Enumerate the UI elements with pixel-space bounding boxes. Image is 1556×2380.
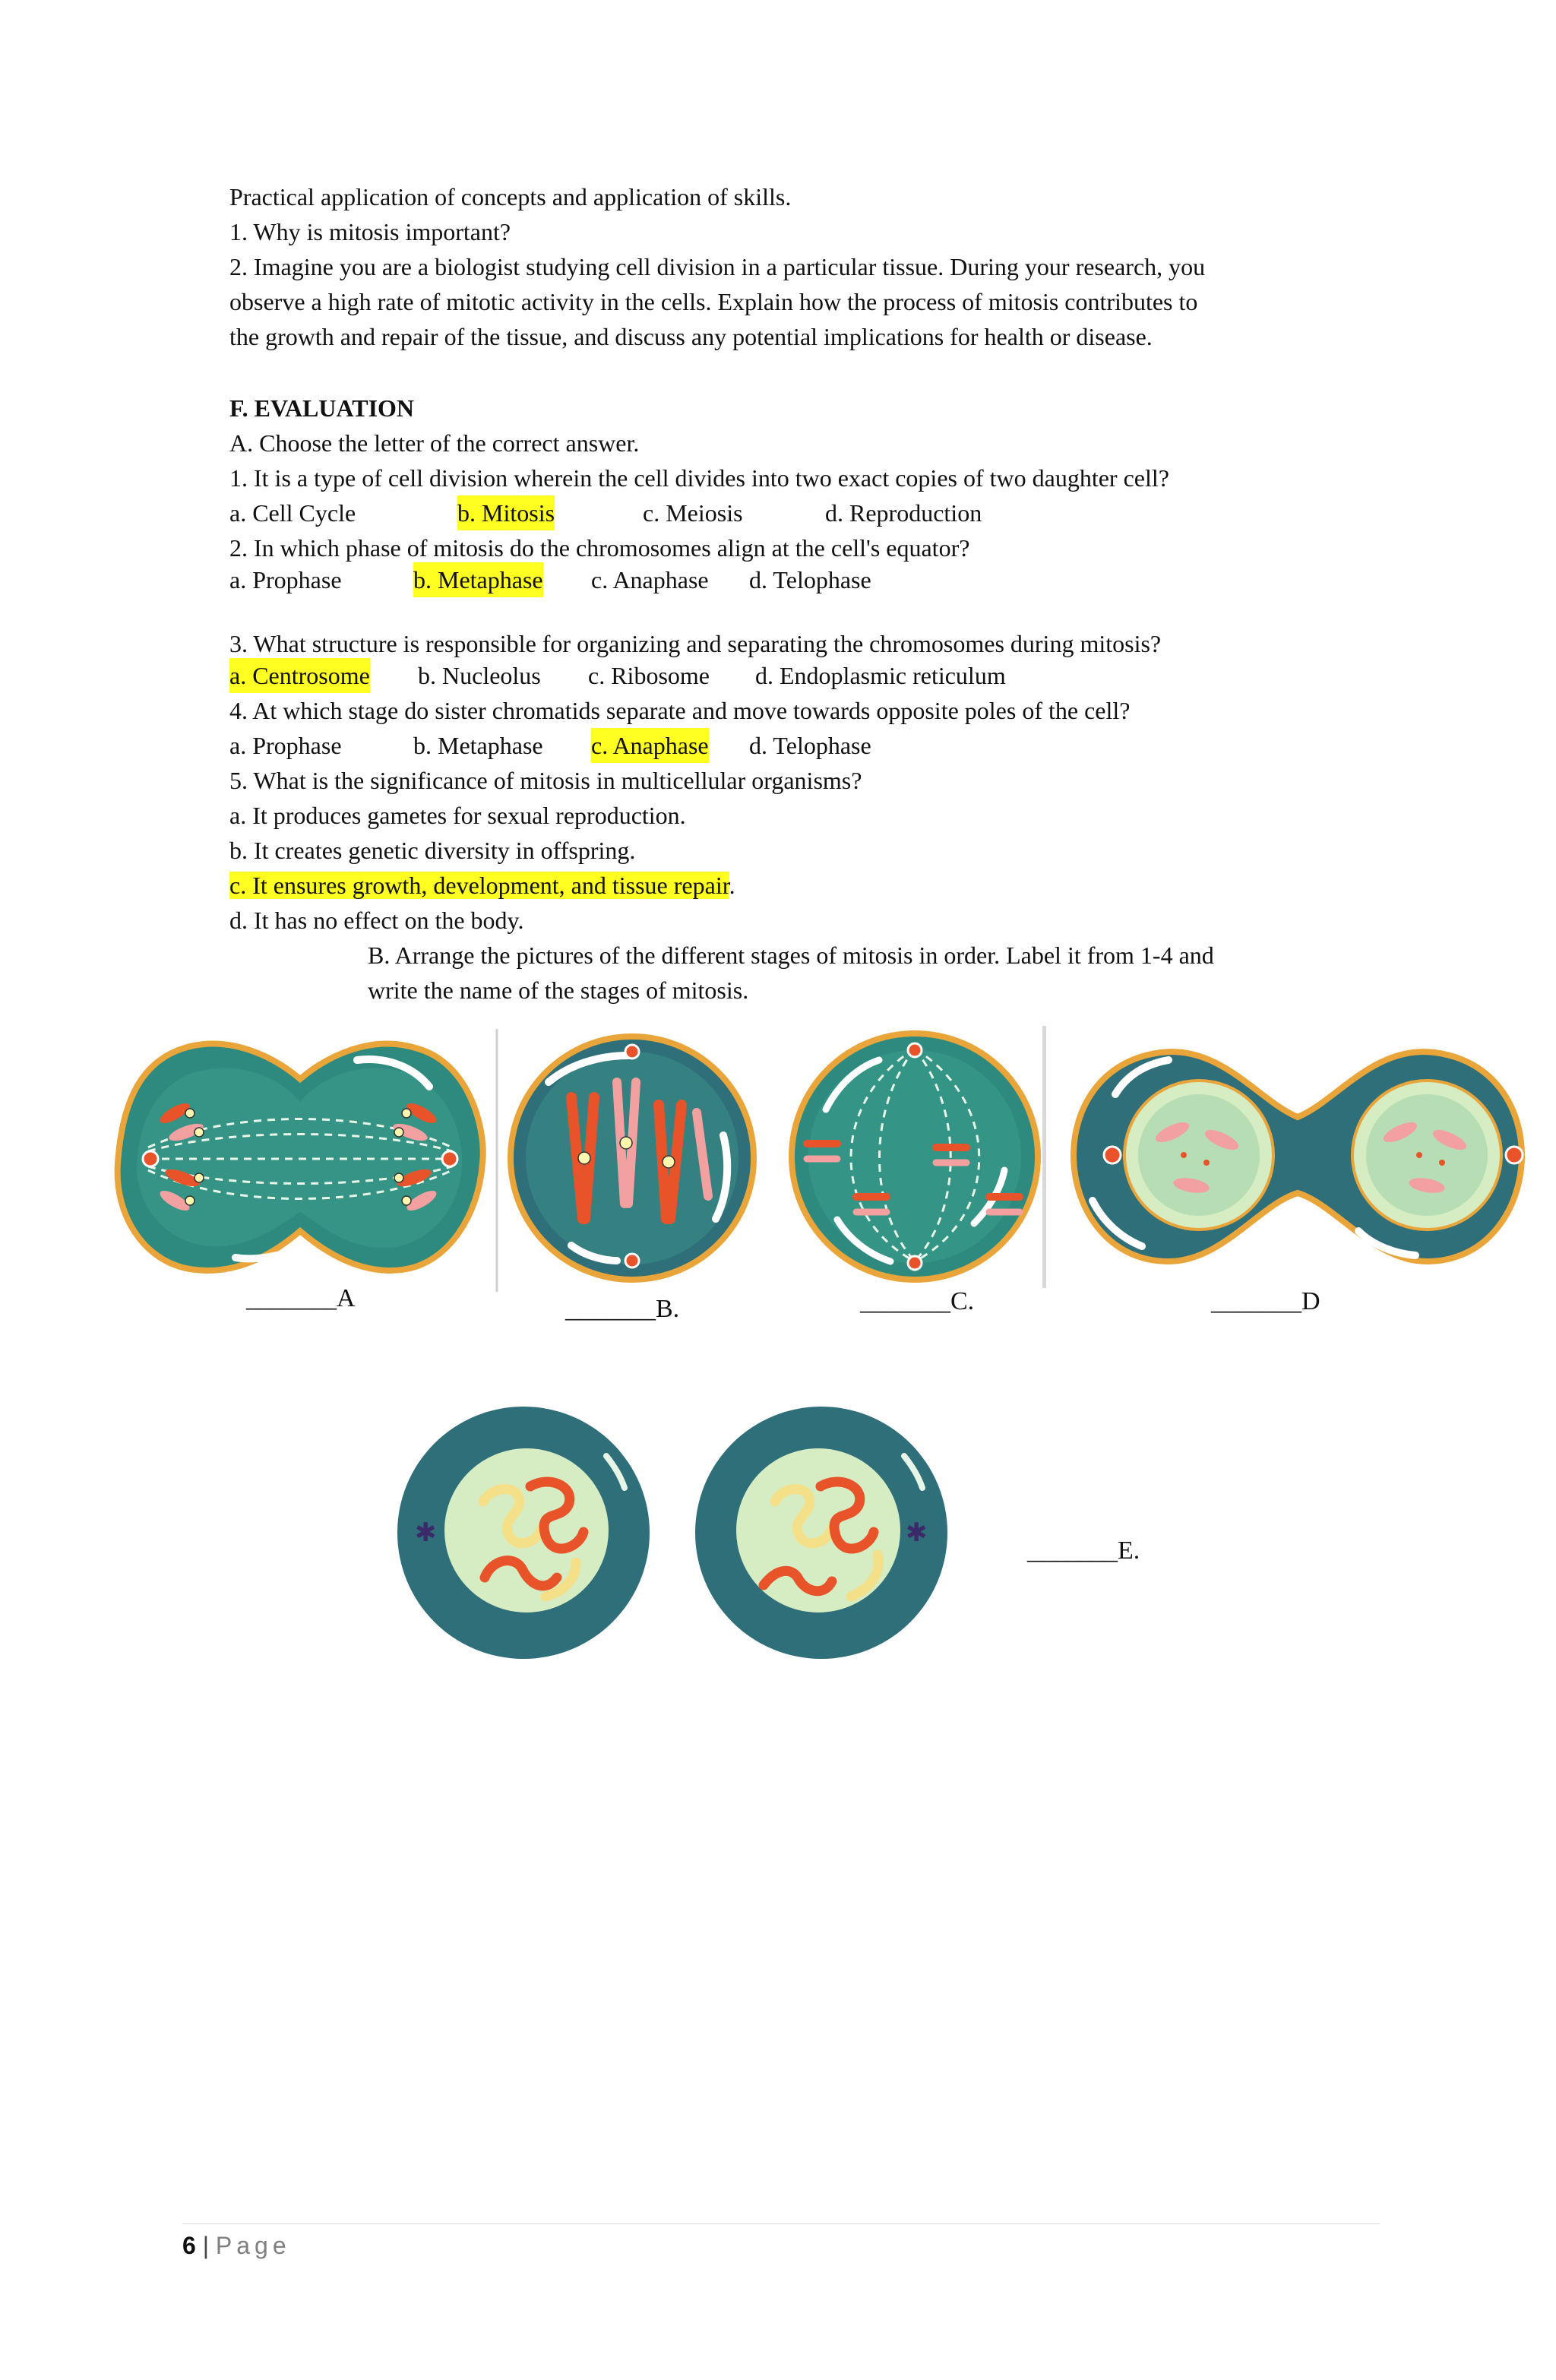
- practical-question-2-line-3: the growth and repair of the tissue, and discuss any potential implications for health or disease.: [229, 323, 1153, 350]
- practical-question-2-line-1: 2. Imagine you are a biologist studying cell division in a particular tissue. During your research, you: [229, 253, 1206, 280]
- evaluation-instruction: A. Choose the letter of the correct answer.: [229, 429, 640, 457]
- figure-d-telophase-cell: [1070, 1041, 1526, 1269]
- q5-option-d: d. It has no effect on the body.: [229, 907, 524, 934]
- q4-option-a: a. Prophase: [229, 732, 342, 759]
- practical-heading: Practical application of concepts and application of skills.: [229, 183, 792, 210]
- q1-option-a: a. Cell Cycle: [229, 499, 356, 527]
- evaluation-heading: F. EVALUATION: [229, 394, 415, 422]
- svg-text:✱: ✱: [906, 1518, 928, 1548]
- q4-option-d: d. Telophase: [749, 732, 871, 759]
- page-separator: |: [195, 2232, 216, 2259]
- practical-question-2-line-2: observe a high rate of mitotic activity in the cells. Explain how the process of mitosis contributes to: [229, 288, 1198, 315]
- q5-option-c-line: [229, 868, 735, 903]
- figure-label-d: _______D: [1211, 1287, 1320, 1315]
- q2-option-d: d. Telophase: [749, 566, 871, 593]
- page-number: 6: [182, 2232, 196, 2259]
- q5-option-b: b. It creates genetic diversity in offspring.: [229, 837, 636, 864]
- figure-b-metaphase-cell: [495, 1029, 769, 1292]
- figure-label-c: _______C.: [860, 1287, 975, 1315]
- q5-option-c-period: .: [729, 872, 735, 899]
- figure-label-b: _______B.: [565, 1295, 680, 1323]
- q5-option-c-highlighted: c. It ensures growth, development, and tissue repair: [229, 872, 729, 899]
- q4-option-b: b. Metaphase: [413, 732, 543, 759]
- q4-option-c-highlighted: c. Anaphase: [591, 728, 709, 763]
- figure-c-spindle-cell: [784, 1026, 1050, 1292]
- footer-rule: [182, 2223, 1380, 2224]
- q3-option-b: b. Nucleolus: [418, 662, 541, 689]
- q2-option-b-highlighted: b. Metaphase: [413, 562, 543, 597]
- q1-option-d: d. Reproduction: [825, 499, 982, 527]
- q3-option-a-highlighted: a. Centrosome: [229, 658, 370, 693]
- practical-question-1: 1. Why is mitosis important?: [229, 218, 511, 245]
- question-2: 2. In which phase of mitosis do the chromosomes align at the cell's equator?: [229, 534, 970, 562]
- page-footer: [182, 2228, 291, 2263]
- q3-option-d: d. Endoplasmic reticulum: [755, 662, 1006, 689]
- question-1: 1. It is a type of cell division wherein the cell divides into two exact copies of two daughter cell?: [229, 464, 1169, 492]
- q3-option-c: c. Ribosome: [588, 662, 710, 689]
- figure-e-right-cell: [691, 1403, 951, 1663]
- q2-option-c: c. Anaphase: [591, 566, 709, 593]
- q5-option-a: a. It produces gametes for sexual reproduction.: [229, 802, 686, 829]
- svg-text:✱: ✱: [415, 1518, 437, 1548]
- page-word: Page: [215, 2232, 291, 2259]
- figure-e-left-cell: [394, 1403, 653, 1663]
- question-4: 4. At which stage do sister chromatids separate and move towards opposite poles of the cell?: [229, 697, 1131, 724]
- figure-a-anaphase-cell: [114, 1026, 486, 1284]
- part-b-instruction-line-2: write the name of the stages of mitosis.: [368, 976, 749, 1004]
- question-3: 3. What structure is responsible for organizing and separating the chromosomes during mitosis?: [229, 630, 1162, 657]
- q2-option-a: a. Prophase: [229, 566, 342, 593]
- q1-option-c: c. Meiosis: [643, 499, 743, 527]
- figure-label-e: _______E.: [1027, 1537, 1140, 1565]
- part-b-instruction-line-1: B. Arrange the pictures of the different stages of mitosis in order. Label it from 1-4 and: [368, 942, 1214, 969]
- figure-label-a: _______A: [246, 1284, 356, 1312]
- question-5: 5. What is the significance of mitosis in multicellular organisms?: [229, 767, 862, 794]
- q1-option-b-highlighted: b. Mitosis: [457, 495, 555, 530]
